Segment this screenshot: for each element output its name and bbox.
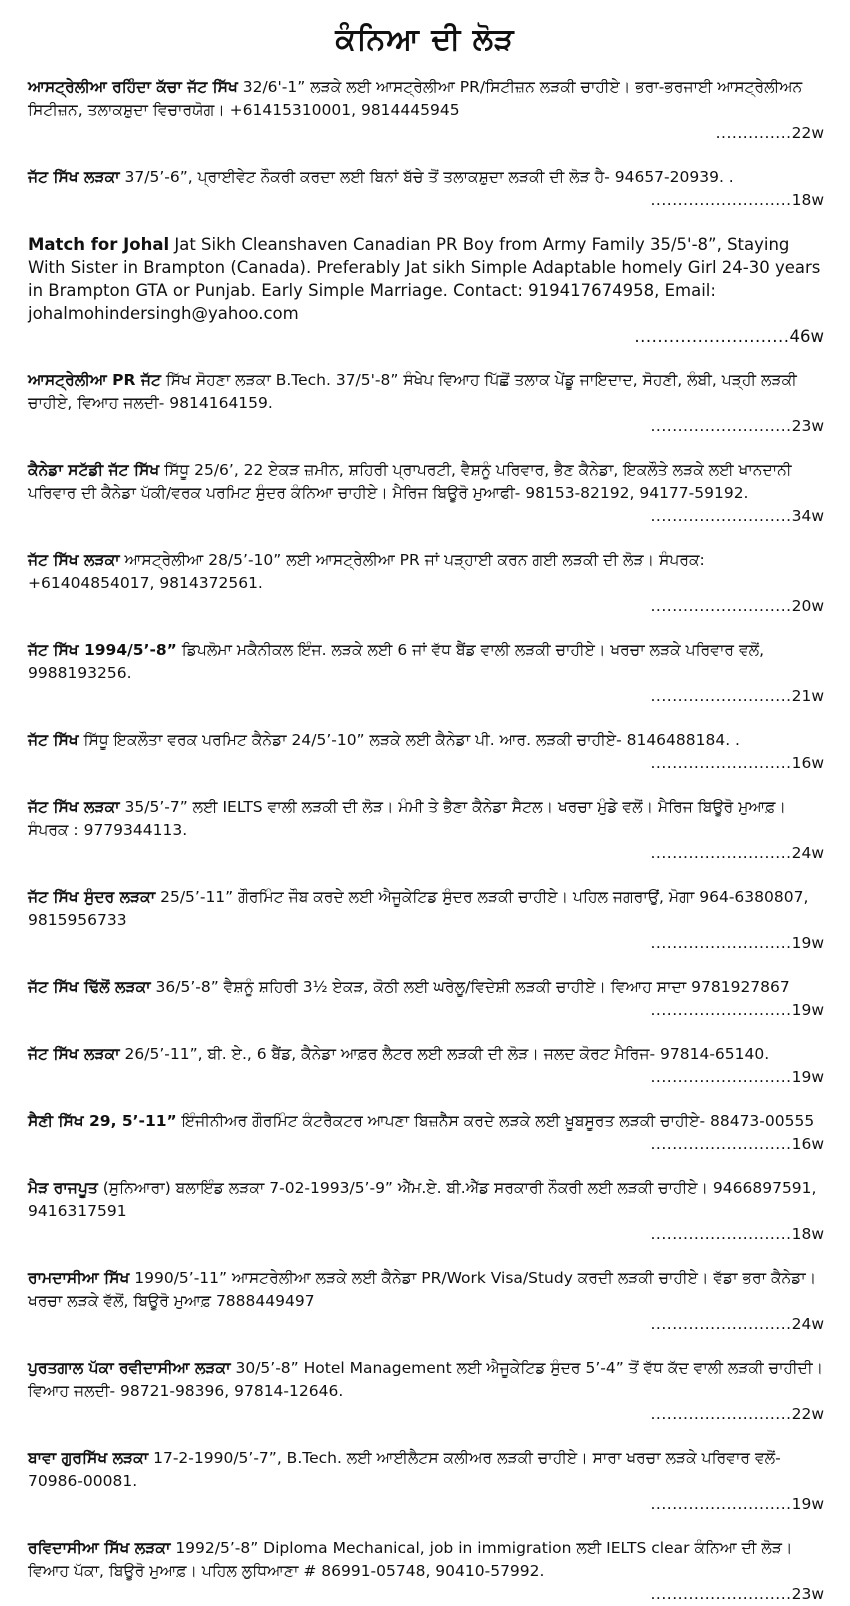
ad-text: 17-2-1990/5’-7”, B.Tech. ਲਈ ਆਈਲੈਟਸ ਕਲੀਅਰ ਲੜਕੀ ਚਾਹੀਏ। ਸਾਰਾ ਖਰਚਾ ਲੜਕੇ ਪਰਿਵਾਰ ਵਲੋਂ- 70986-00081. — [28, 1449, 781, 1490]
ad-code: 22w — [791, 1405, 824, 1423]
ad-code: 16w — [791, 754, 824, 772]
ad-leader-dots: .............. — [715, 124, 792, 142]
ad-code-line — [28, 842, 824, 865]
ad-heading: ਜੱਟ ਸਿੱਖ ਲੜਕਾ — [28, 798, 120, 816]
ad-leader-dots: .......................... — [650, 687, 792, 705]
ad-text: ਸਿੱਖ ਸੋਹਣਾ ਲੜਕਾ B.Tech. 37/5'-8” ਸੰਖੇਪ ਵਿਆਹ ਪਿੱਛੋਂ ਤਲਾਕ ਪੇਂਡੂ ਜਾਇਦਾਦ, ਸੋਹਣੀ, ਲੰਬੀ, ਪੜ੍ਹੀ ਲੜਕੀ ਚਾਹੀਏ, ਵਿਆਹ ਜਲਦੀ- 9814164159. — [28, 371, 797, 412]
classified-ad — [28, 76, 824, 145]
ad-text: Jat Sikh Cleanshaven Canadian PR Boy from Army Family 35/5'-8”, Staying With Sister in Brampton (Canada). Preferably Jat sikh Simple Adaptable homely Girl 24-30 years in Brampton GTA or Punjab. Early Simple Marriage. Contact: 919417674958, Email: johalmohindersingh@yahoo.com — [28, 235, 821, 323]
ad-heading: ਮੈੜ ਰਾਜਪੂਤ — [28, 1179, 98, 1197]
ad-text: 26/5’-11”, ਬੀ. ਏ., 6 ਬੈਂਡ, ਕੈਨੇਡਾ ਆਫ਼ਰ ਲੈਟਰ ਲਈ ਲੜਕੀ ਦੀ ਲੋੜ। ਜਲਦ ਕੋਰਟ ਮੈਰਿਜ- 97814-65140. — [119, 1045, 770, 1063]
ad-code: 18w — [791, 1225, 824, 1243]
ad-code-line — [28, 752, 824, 775]
ad-code-line — [28, 685, 824, 708]
ad-code: 34w — [791, 507, 824, 525]
ad-text: ਸਿੱਧੂ 25/6’, 22 ਏਕੜ ਜ਼ਮੀਨ, ਸ਼ਹਿਰੀ ਪ੍ਰਾਪਰਟੀ, ਵੈਸ਼ਨੂੰ ਪਰਿਵਾਰ, ਭੈਣ ਕੈਨੇਡਾ, ਇਕਲੌਤੇ ਲੜਕੇ ਲਈ ਖਾਨਦਾਨੀ ਪਰਿਵਾਰ ਦੀ ਕੈਨੇਡਾ ਪੱਕੀ/ਵਰਕ ਪਰਮਿਟ ਸੁੰਦਰ ਕੰਨਿਆ ਚਾਹੀਏ। ਮੈਰਿਜ ਬਿਊਰੋ ਮੁਆਫੀ- 98153-82192, 94177-59192. — [28, 461, 792, 502]
ad-code: 20w — [791, 597, 824, 615]
classified-ad — [28, 233, 824, 348]
ad-code-line — [28, 1223, 824, 1246]
ad-leader-dots: .......................... — [650, 1135, 792, 1153]
ad-code-line — [28, 1583, 824, 1606]
classified-ad — [28, 796, 824, 865]
ad-code: 21w — [791, 687, 824, 705]
ad-code-line — [28, 1313, 824, 1336]
ad-leader-dots: ........................... — [634, 327, 790, 346]
ad-code-line — [28, 415, 824, 438]
ad-code: 23w — [791, 417, 824, 435]
ad-heading: ਰਵਿਦਾਸੀਆ ਸਿੱਖ ਲੜਕਾ — [28, 1539, 171, 1557]
ad-text: 1990/5’-11” ਆਸਟਰੇਲੀਆ ਲੜਕੇ ਲਈ ਕੈਨੇਡਾ PR/Work Visa/Study ਕਰਦੀ ਲੜਕੀ ਚਾਹੀਏ। ਵੱਡਾ ਭਰਾ ਕੈਨੇਡਾ। ਖਰਚਾ ਲੜਕੇ ਵੱਲੋਂ, ਬਿਊਰੋ ਮੁਆਫ਼ 7888449497 — [28, 1269, 817, 1310]
ads-list — [0, 76, 850, 1606]
ad-text: ਆਸਟ੍ਰੇਲੀਆ 28/5’-10” ਲਈ ਆਸਟ੍ਰੇਲੀਆ PR ਜਾਂ ਪੜ੍ਹਾਈ ਕਰਨ ਗਈ ਲੜਕੀ ਦੀ ਲੋੜ। ਸੰਪਰਕ: +61404854017, 9814372561. — [28, 551, 705, 592]
ad-heading: ਜੱਟ ਸਿੱਖ 1994/5’-8” — [28, 641, 177, 659]
ad-code: 24w — [791, 1315, 824, 1333]
ad-heading: ਜੱਟ ਸਿੱਖ ਲੜਕਾ — [28, 1045, 120, 1063]
ad-heading: ਆਸਟ੍ਰੇਲੀਆ PR ਜੱਟ — [28, 371, 161, 389]
ad-leader-dots: .......................... — [650, 1405, 792, 1423]
ad-heading: ਜੱਟ ਸਿੱਖ ਸੁੰਦਰ ਲੜਕਾ — [28, 888, 156, 906]
ad-text: 1992/5’-8” Diploma Mechanical, job in immigration ਲਈ IELTS clear ਕੰਨਿਆ ਦੀ ਲੋੜ। ਵਿਆਹ ਪੱਕਾ, ਬਿਊਰੋ ਮੁਆਫ਼। ਪਹਿਲ ਲੁਧਿਆਣਾ # 86991-05748, 90410-57992. — [28, 1539, 793, 1580]
ad-code: 46w — [789, 327, 824, 346]
ad-code-line — [28, 189, 824, 212]
ad-code-line — [28, 1133, 824, 1156]
classified-ad — [28, 1357, 824, 1426]
classified-ad — [28, 1177, 824, 1246]
ad-text: ਸਿੱਧੂ ਇਕਲੌਤਾ ਵਰਕ ਪਰਮਿਟ ਕੈਨੇਡਾ 24/5’-10” ਲੜਕੇ ਲਈ ਕੈਨੇਡਾ ਪੀ. ਆਰ. ਲੜਕੀ ਚਾਹੀਏ- 8146488184. . — [78, 731, 740, 749]
ad-text: 32/6'-1” ਲੜਕੇ ਲਈ ਆਸਟ੍ਰੇਲੀਆ PR/ਸਿਟੀਜ਼ਨ ਲੜਕੀ ਚਾਹੀਏ। ਭਰਾ-ਭਰਜਾਈ ਆਸਟ੍ਰੇਲੀਅਨ ਸਿਟੀਜ਼ਨ, ਤਲਾਕਸ਼ੁਦਾ ਵਿਚਾਰਯੋਗ। +61415310001, 9814445945 — [28, 78, 803, 119]
ad-code: 19w — [791, 1495, 824, 1513]
ad-heading: ਪੁਰਤਗਾਲ ਪੱਕਾ ਰਵੀਦਾਸੀਆ ਲੜਕਾ — [28, 1359, 231, 1377]
ad-leader-dots: .......................... — [650, 844, 792, 862]
ad-code: 19w — [791, 934, 824, 952]
ad-leader-dots: .......................... — [650, 1315, 792, 1333]
ad-leader-dots: .......................... — [650, 754, 792, 772]
classified-ad — [28, 459, 824, 528]
ad-leader-dots: .......................... — [650, 507, 792, 525]
ad-text: ਡਿਪਲੋਮਾ ਮਕੈਨੀਕਲ ਇੰਜ. ਲੜਕੇ ਲਈ 6 ਜਾਂ ਵੱਧ ਬੈਂਡ ਵਾਲੀ ਲੜਕੀ ਚਾਹੀਏ। ਖਰਚਾ ਲੜਕੇ ਪਰਿਵਾਰ ਵਲੋਂ, 9988193256. — [28, 641, 765, 682]
ad-leader-dots: .......................... — [650, 1068, 792, 1086]
ad-leader-dots: .......................... — [650, 417, 792, 435]
ad-heading: ਬਾਵਾ ਗੁਰਸਿੱਖ ਲੜਕਾ — [28, 1449, 149, 1467]
classified-ad — [28, 729, 824, 775]
ad-leader-dots: .......................... — [650, 934, 792, 952]
ad-code-line — [28, 999, 824, 1022]
ad-code: 24w — [791, 844, 824, 862]
ad-heading: Match for Johal — [28, 235, 170, 254]
ad-heading: ਜੱਟ ਸਿੱਖ ਲੜਕਾ — [28, 168, 120, 186]
ad-code-line — [28, 595, 824, 618]
ad-leader-dots: .......................... — [650, 1495, 792, 1513]
ad-code-line — [28, 325, 824, 348]
ad-leader-dots: .......................... — [650, 191, 792, 209]
ad-heading: ਆਸਟ੍ਰੇਲੀਆ ਰਹਿੰਦਾ ਕੱਚਾ ਜੱਟ ਸਿੱਖ — [28, 78, 238, 96]
ad-heading: ਸੈਣੀ ਸਿੱਖ 29, 5’-11” — [28, 1112, 177, 1130]
ad-text: 36/5’-8” ਵੈਸ਼ਨੂੰ ਸ਼ਹਿਰੀ 3½ ਏਕੜ, ਕੋਠੀ ਲਈ ਘਰੇਲੂ/ਵਿਦੇਸ਼ੀ ਲੜਕੀ ਚਾਹੀਏ। ਵਿਆਹ ਸਾਦਾ 9781927867 — [150, 978, 790, 996]
ad-code-line — [28, 932, 824, 955]
ad-code: 23w — [791, 1585, 824, 1603]
ad-code: 19w — [791, 1068, 824, 1086]
ad-code: 22w — [791, 124, 824, 142]
ad-code-line — [28, 1066, 824, 1089]
ad-heading: ਜੱਟ ਸਿੱਖ ਲੜਕਾ — [28, 551, 120, 569]
ad-text: (ਸੁਨਿਆਰਾ) ਬਲਾਇੰਡ ਲੜਕਾ 7-02-1993/5’-9” ਐੱਮ.ਏ. ਬੀ.ਐੱਡ ਸਰਕਾਰੀ ਨੌਕਰੀ ਲਈ ਲੜਕੀ ਚਾਹੀਏ। 9466897591, 9416317591 — [28, 1179, 817, 1220]
ad-text: 37/5’-6”, ਪ੍ਰਾਈਵੇਟ ਨੌਕਰੀ ਕਰਦਾ ਲਈ ਬਿਨਾਂ ਬੱਚੇ ਤੋਂ ਤਲਾਕਸ਼ੁਦਾ ਲੜਕੀ ਦੀ ਲੋੜ ਹੈ- 94657-20939. . — [119, 168, 734, 186]
classified-ad — [28, 1267, 824, 1336]
ad-code: 19w — [791, 1001, 824, 1019]
classified-ad — [28, 1447, 824, 1516]
classified-ad — [28, 369, 824, 438]
ad-text: 30/5’-8” Hotel Management ਲਈ ਐਜੂਕੇਟਿਡ ਸੁੰਦਰ 5’-4” ਤੋਂ ਵੱਧ ਕੱਦ ਵਾਲੀ ਲੜਕੀ ਚਾਹੀਦੀ। ਵਿਆਹ ਜਲਦੀ- 98721-98396, 97814-12646. — [28, 1359, 824, 1400]
classified-ad — [28, 639, 824, 708]
ad-text: ਇੰਜੀਨੀਅਰ ਗੌਰਮਿੰਟ ਕੰਟਰੈਕਟਰ ਆਪਣਾ ਬਿਜ਼ਨੈੱਸ ਕਰਦੇ ਲੜਕੇ ਲਈ ਖ਼ੂਬਸੂਰਤ ਲੜਕੀ ਚਾਹੀਏ- 88473-00555 — [176, 1112, 815, 1130]
ad-code-line — [28, 505, 824, 528]
classified-ad — [28, 886, 824, 955]
ad-code-line — [28, 1403, 824, 1426]
ad-leader-dots: .......................... — [650, 1585, 792, 1603]
ad-code: 18w — [791, 191, 824, 209]
classified-ad — [28, 976, 824, 1022]
ad-code: 16w — [791, 1135, 824, 1153]
ad-heading: ਰਾਮਦਾਸੀਆ ਸਿੱਖ — [28, 1269, 130, 1287]
ad-heading: ਜੱਟ ਸਿੱਖ ਢਿੱਲੋਂ ਲੜਕਾ — [28, 978, 151, 996]
classified-ad — [28, 1537, 824, 1606]
ad-code-line — [28, 1493, 824, 1516]
ad-leader-dots: .......................... — [650, 597, 792, 615]
classified-ad — [28, 1043, 824, 1089]
ad-code-line — [28, 122, 824, 145]
ad-heading: ਕੈਨੇਡਾ ਸਟੱਡੀ ਜੱਟ ਸਿੱਖ — [28, 461, 160, 479]
classified-ad — [28, 166, 824, 212]
ad-text: 25/5’-11” ਗੌਰਮਿੰਟ ਜੌਬ ਕਰਦੇ ਲਈ ਐਜੂਕੇਟਿਡ ਸੁੰਦਰ ਲੜਕੀ ਚਾਹੀਏ। ਪਹਿਲ ਜਗਰਾਉਂ, ਮੋਗਾ 964-6380807, 9815956733 — [28, 888, 809, 929]
ad-leader-dots: .......................... — [650, 1225, 792, 1243]
classified-ad — [28, 549, 824, 618]
ad-heading: ਜੱਟ ਸਿੱਖ — [28, 731, 79, 749]
page-title: ਕੰਨਿਆ ਦੀ ਲੋੜ — [335, 22, 515, 57]
ad-text: 35/5’-7” ਲਈ IELTS ਵਾਲੀ ਲੜਕੀ ਦੀ ਲੋੜ। ਮੰਮੀ ਤੇ ਭੈਣਾ ਕੈਨੇਡਾ ਸੈਟਲ। ਖਰਚਾ ਮੁੰਡੇ ਵਲੋਂ। ਮੈਰਿਜ ਬਿਊਰੋ ਮੁਆਫ਼। ਸੰਪਰਕ : 9779344113. — [28, 798, 786, 839]
classified-ad — [28, 1110, 824, 1156]
ad-leader-dots: .......................... — [650, 1001, 792, 1019]
